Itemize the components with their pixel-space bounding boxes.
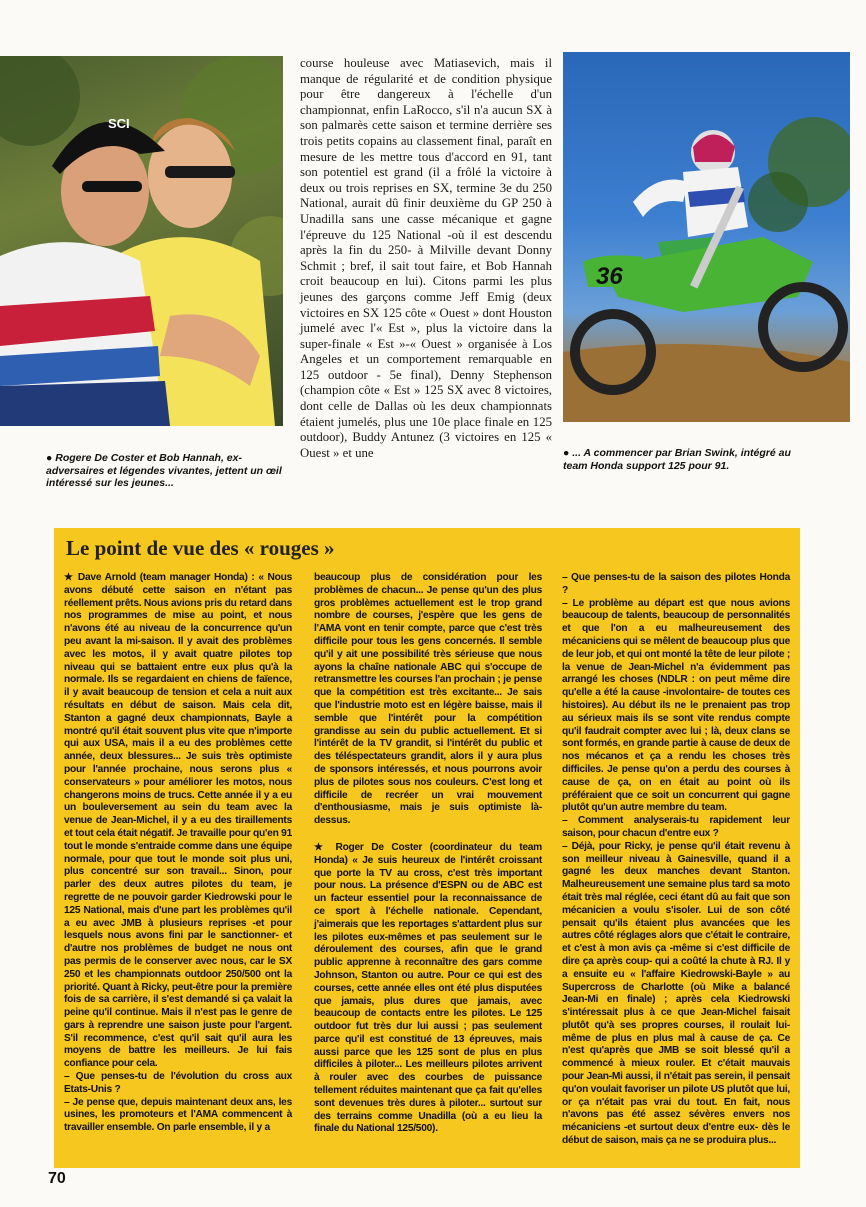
box-paragraph: – Le problème au départ est que nous avions beaucoup de talents, beaucoup de personnalités et que l'on a eu malheureusement des mécaniciens qui se mêlent de beaucoup plus que de leur job, et qui ont monté la tête de leur pilote ; la venue de Jean-Michel n'a évidemment pas arrangé les choses (NDLR : on peut même dire qu'elle a été la cause -involontaire- de toutes ces histoires). Au début ils ne le prenaient pas trop au sérieux mais ils se sont vite rendus compte qu'il faudrait compter avec lui ; là, deux clans se sont formés, en grande partie à cause de deux de nos mécanos et ça a rendu les choses très difficiles. Je pense qu'on a perdu des courses à cause de ça, on en était au point où ils préféraient que ce soit un concurrent qui gagne plutôt qu'un autre membre du team. — [562, 597, 790, 814]
photo-brian-swink — [563, 52, 850, 422]
box-column-3 — [562, 572, 790, 1148]
photo-illustration — [0, 56, 283, 426]
box-paragraph: – Je pense que, depuis maintenant deux ans, les usines, les promoteurs et l'AMA commencent à travailler ensemble. On parle ensemble, il y a — [64, 1096, 292, 1134]
caption-bullet: ● — [46, 452, 53, 464]
caption-left — [46, 452, 288, 490]
box-paragraph: beaucoup plus de considération pour les problèmes de chacun... Je pense qu'un des plus gros problèmes actuellement est le trop grand nombre de courses, j'espère que les gens de l'AMA vont en tenir compte, parce que c'est très difficile pour tous les gens concernés. Il semble qu'il y ait une possibilité très sérieuse que nous ayons la chaîne nationale ABC qui s'occupe de retransmettre les courses l'an prochain ; je pense que la compétition est très excitante... Je sais que l'industrie moto est en légère baisse, mais il semble que l'intérêt pour la compétition grandisse au sein du public actuellement. Et si l'intérêt de la TV grandit, si l'intérêt du public et des téléspectateurs grandit, alors il y aura plus de sponsors intéressés, et nous pourrons avoir plus de pilotes sous nos couleurs. C'est long et difficile de recréer un vrai mouvement d'enthousiasme, mais je suis optimiste là-dessus. — [314, 572, 542, 827]
caption-right — [563, 447, 805, 472]
page-number: 70 — [48, 1170, 66, 1187]
caption-bullet: ● — [563, 447, 570, 459]
box-paragraph: – Que penses-tu de la saison des pilotes Honda ? — [562, 572, 790, 596]
box-column-1 — [64, 572, 292, 1135]
box-column-2 — [314, 572, 542, 1136]
box-paragraph: – Comment analyserais-tu rapidement leur saison, pour chacun d'entre eux ? — [562, 815, 790, 839]
caption-right-text: ... A commencer par Brian Swink, intégré au team Honda support 125 pour 91. — [563, 447, 791, 472]
box-title: Le point de vue des « rouges » — [66, 536, 335, 560]
sidebar-box-rouges — [54, 528, 800, 1168]
cap-logo-text: SCI — [108, 116, 130, 131]
caption-left-text: Rogere De Coster et Bob Hannah, ex-adversaires et légendes vivantes, jettent un œil intéressé sur les jeunes... — [46, 452, 282, 489]
box-paragraph: – Déjà, pour Ricky, je pense qu'il était revenu à son meilleur niveau à Gainesville, quand il a gagné les deux manches devant Stanton. Malheureusement une semaine plus tard sa moto était très mal réglée, ceci étant dû au fait que son mécanicien a voulu s'isoler. Lui de son côté pensait qu'ils étaient plus avancées que les autres côté réglages alors que c'était le contraire, et c'est à mon avis ça -même si c'est difficile de dire ça après coup- qui a coûté la chute à RJ. Il y a ensuite eu « l'affaire Kiedrowski-Bayle » au Supercross de Charlotte (où Mike a balancé Jean-Mi en finale) ; après cela Kiedrowski s'intéressait plus à ce que Jean-Michel faisait plutôt qu'à ses propres courses, il roulait lui-même de plus en plus mal à cause de ça. Ce n'est qu'après que JMB se soit blessé qu'il a commencé à mieux rouler. Et c'était mauvais pour Jean-Mi aussi, il n'était pas serein, il pensait qu'on voulait favoriser un pilote US plutôt que lui, or ça n'était pas vrai du tout. En fait, nous n'avons pas été assez sévères envers nos mécaniciens -et surtout deux d'entre eux- dès le début de saison, mais ça ne se produira plus... — [562, 840, 790, 1147]
photo-de-coster-hannah — [0, 56, 283, 426]
article-text-column: course houleuse avec Matiasevich, mais il manque de régularité et de condition physique pour être dangereux à l'échelle d'un championnat, enfin LaRocco, s'il n'a aucun SX à son palmarès cette saison et termine derrière ses trois petits copains au classement final, paraît en mesure de les mettre tous d'accord en 91, tant son potentiel est grand (il a frôlé la victoire à deux ou trois reprises en SX, termine 3e du 250 National, aurait dû finir deuxième du GP 250 à Unadilla sans une casse mécanique et gagne l'épreuve du 125 National -où il est descendu après la fin du 250- à Milville devant Donny Schmit ; bref, il sait tout faire, et Bob Hannah croit beaucoup en lui). Citons parmi les plus jeunes des garçons comme Jeff Emig (deux victoires en SX 125 côte « Ouest » dont Houston jumelé avec l'« Est », plus la victoire dans la super-finale « Est »-« Ouest » organisée à Los Angeles et un comportement remarquable en 125 outdoor - 5e final), Denny Stephenson (champion côte « Est » 125 SX avec 8 victoires, dont celle de Dallas où les deux championnats étaient jumelés, plus une 10e place finale en 125 outdoor), Buddy Antunez (3 victoires en 125 « Ouest » et une — [300, 56, 552, 460]
photo-illustration-moto — [563, 52, 850, 422]
box-paragraph: – Que penses-tu de l'évolution du cross aux Etats-Unis ? — [64, 1071, 292, 1095]
bike-number: 36 — [596, 263, 623, 290]
box-paragraph: ★ Roger De Coster (coordinateur du team Honda) « Je suis heureux de l'intérêt croissant que porte la TV au cross, c'est très important pour nous. La présence d'ESPN ou de ABC est un facteur essentiel pour la reconnaissance de ce sport à l'échelle nationale. Cependant, j'aimerais que les reportages s'attardent plus sur les pilotes eux-mêmes et pas seulement sur le déroulement des courses, afin que le grand public apprenne à reconnaître des gars comme Johnson, Stanton ou autre. Pour ce qui est des courses, cette année elles ont été plus disputées que jamais, plus dures que jamais, avec beaucoup de contacts entre les pilotes. Le 125 outdoor fut très dur lui aussi ; pas seulement parce qu'il est constitué de 13 épreuves, mais aussi parce que les 125 sont de plus en plus difficiles à piloter... Les meilleurs pilotes arrivent à rouler avec des courbes de puissance tellement réduites maintenant que ça fait qu'elles sont devenues très dures à piloter... surtout sur des terrains comme Unadilla (où a eu lieu la finale du National 125/500). — [314, 841, 542, 1135]
box-paragraph: ★ Dave Arnold (team manager Honda) : « Nous avons débuté cette saison en n'étant pas réellement prêts. Nous avions pris du retard dans nos programmes de mise au point, et nous n'avons été au niveau de la concurrence qu'un peu avant la mi-saison. Il y avait des problèmes avec les motos, il y avait quatre pilotes top niveau qui se battaient entre eux plus qu'à la normale. Ils se regardaient en chiens de faïence, il y avait beaucoup de tension et cela a nuit aux résultats en début de saison. Mais cela dit, Stanton a gagné deux championnats, Bayle a montré qu'il était souvent plus vite que n'importe qui aux USA, mais il a eu des problèmes cette année, deux blessures... Je suis très optimiste pour l'année prochaine, nous serons plus « conservateurs » pour améliorer les motos, nous changerons moins de trucs. Cette année il y a eu un bouleversement au sein du team avec la venue de Jean-Michel, il y a eu des tiraillements et tout cela était négatif. Je travaille pour qu'en 91 tout le monde s'entraide comme dans une équipe normale, pour que tout le monde soit plus uni, plus concentré sur son travail... Sinon, pour parler des deux autres pilotes du team, je regrette de ne pouvoir garder Kiedrowski pour le 125 National, mais d'une part les problèmes qu'il a eu avec JMB à plusieurs reprises -et pour lesquels nous avons fini par le sanctionner- et d'autre nos problèmes de budget ne nous ont pas permis de le conserver avec nous, car le SX 250 et les championnats outdoor 250/500 ont la priorité. Quant à Ricky, peut-être pour la première fois de sa carrière, il s'est demandé si ça valait la peine qu'il continue. Mais il n'est pas le genre de gars à reprendre une saison juste pour l'argent. S'il recommence, c'est qu'il sait qu'il aura les moyens de battre les meilleurs. Je lui fais confiance pour cela. — [64, 572, 292, 1070]
